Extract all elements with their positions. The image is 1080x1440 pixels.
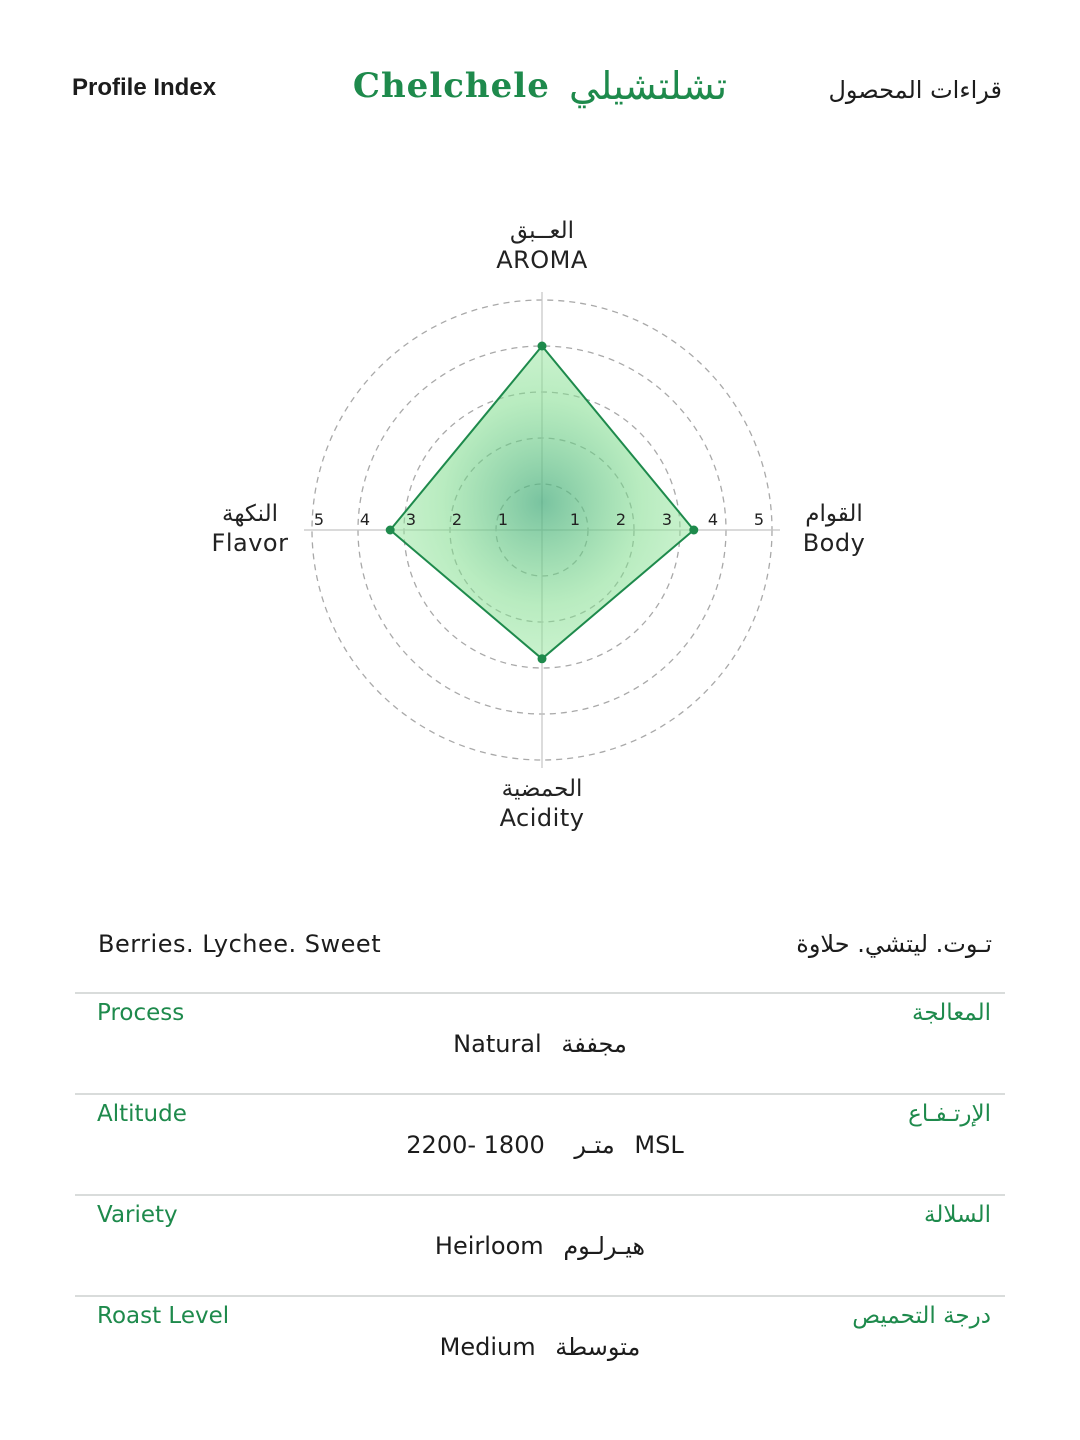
tick-label-right-5: 5 [753, 510, 765, 529]
tick-label-left-3: 3 [405, 510, 417, 529]
detail-value-english: Medium [439, 1333, 536, 1361]
detail-value-arabic: متـر [574, 1131, 615, 1159]
tick-label-right-4: 4 [707, 510, 719, 529]
axis-label-arabic-0: العــبق [509, 218, 575, 244]
detail-key-arabic: السلالة [924, 1202, 991, 1228]
detail-value [75, 1232, 1005, 1260]
detail-value-arabic: مجففة [561, 1030, 627, 1058]
tick-label-right-1: 1 [569, 510, 581, 529]
profile-index-label: Profile Index [72, 74, 217, 101]
detail-key-english: Roast Level [97, 1303, 230, 1329]
tasting-notes-english: Berries. Lychee. Sweet [98, 930, 382, 958]
detail-value-english: MSL [634, 1131, 684, 1159]
detail-value [75, 1030, 1005, 1058]
axis-label-arabic-3: النكهة [222, 501, 278, 527]
detail-row-roast-level [75, 1295, 1005, 1397]
detail-value-arabic: متوسطة [555, 1333, 641, 1361]
detail-value [75, 1131, 1005, 1159]
axis-label-arabic-1: القوام [805, 501, 863, 527]
tasting-notes-arabic: تـوت. ليتشي. حلاوة [796, 930, 992, 958]
radar-point-2 [538, 654, 547, 663]
radar-point-3 [386, 526, 395, 535]
tick-label-left-1: 1 [497, 510, 509, 529]
title-english: Chelchele [352, 66, 550, 106]
axis-label-english-2: Acidity [499, 804, 585, 832]
title-arabic: تشلتشيلي [568, 64, 728, 108]
tick-label-right-2: 2 [615, 510, 627, 529]
crop-readings-label: قراءات المحصول [828, 76, 1002, 104]
detail-row-variety [75, 1194, 1005, 1296]
axis-label-english-3: Flavor [211, 529, 289, 557]
detail-key-arabic: درجة التحميص [852, 1303, 991, 1329]
tick-label-left-2: 2 [451, 510, 463, 529]
tick-label-left-5: 5 [313, 510, 325, 529]
radar-point-1 [689, 526, 698, 535]
radar-polygon [390, 346, 694, 659]
detail-value-arabic: هيـرلـوم [563, 1232, 646, 1260]
detail-key-arabic: الإرتـفـاع [908, 1101, 991, 1127]
detail-value [75, 1333, 1005, 1361]
detail-value-range: 1800 -2200 [406, 1131, 545, 1159]
radar-point-0 [538, 342, 547, 351]
axis-label-english-1: Body [802, 529, 866, 557]
axis-label-english-0: AROMA [496, 246, 588, 274]
detail-value-english: Natural [453, 1030, 542, 1058]
detail-value-english: Heirloom [434, 1232, 544, 1260]
detail-key-english: Process [97, 1000, 185, 1026]
detail-row-altitude [75, 1093, 1005, 1195]
detail-key-english: Altitude [97, 1101, 187, 1127]
detail-key-english: Variety [97, 1202, 178, 1228]
detail-row-process [75, 992, 1005, 1094]
detail-key-arabic: المعالجة [912, 1000, 991, 1026]
tick-label-right-3: 3 [661, 510, 673, 529]
tick-label-left-4: 4 [359, 510, 371, 529]
axis-label-arabic-2: الحمضية [501, 776, 583, 802]
